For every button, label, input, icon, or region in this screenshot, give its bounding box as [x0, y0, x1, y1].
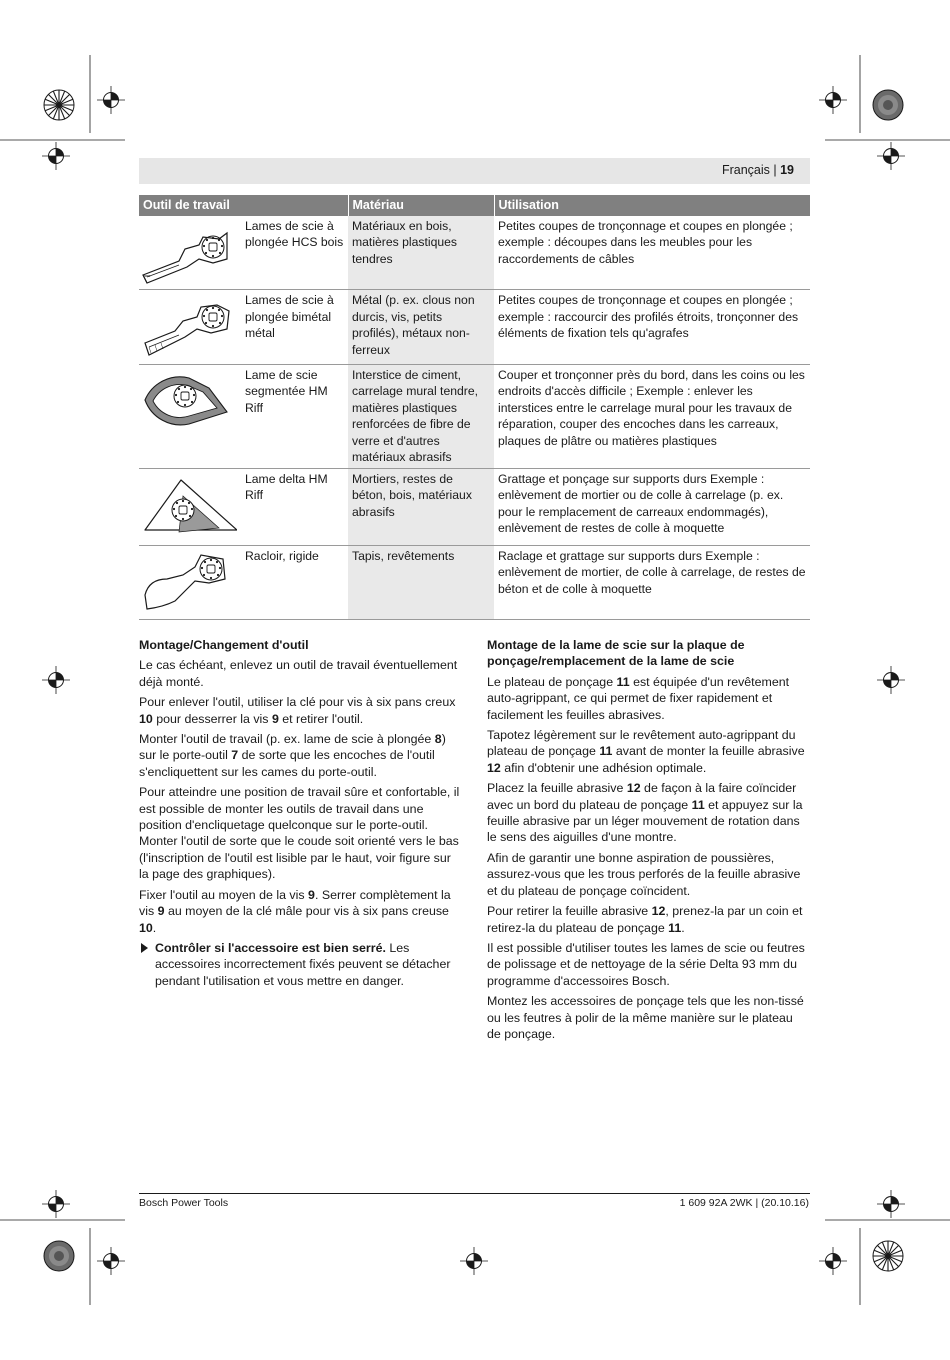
tool-use: Petites coupes de tronçonnage et coupes en plongée ; exemple : découpes dans les meubles pour les raccordements de câbles — [494, 216, 810, 290]
ref-number: 10 — [139, 920, 153, 935]
footer-brand: Bosch Power Tools — [139, 1197, 229, 1209]
ref-number: 11 — [691, 797, 705, 812]
text: est équipée d'un revêtement auto-agrippant, ce qui permet de fixer rapidement et facilement les feuilles abrasives. — [487, 674, 790, 722]
column-header-use: Utilisation — [494, 195, 810, 216]
plunge-saw-blade-bimetal-icon — [139, 293, 237, 359]
ref-number: 11 — [599, 744, 613, 759]
safety-warning — [139, 940, 462, 989]
footer-doc-id: 1 609 92A 2WK | (20.10.16) — [679, 1197, 809, 1209]
tool-image-cell — [139, 364, 241, 468]
triangle-bullet-icon — [141, 943, 148, 953]
text: Le plateau de ponçage — [487, 674, 617, 689]
tools-table — [139, 195, 810, 620]
tool-image-cell — [139, 290, 241, 365]
tool-name: Lame delta HM Riff — [241, 468, 348, 545]
text: et retirer l'outil. — [278, 711, 364, 726]
page-number: 19 — [780, 163, 794, 177]
segment-saw-blade-hm-riff-icon — [139, 368, 237, 434]
tool-material: Tapis, revêtements — [348, 545, 494, 620]
text: Monter l'outil de travail (p. ex. lame de scie à plongée — [139, 732, 435, 747]
text: Tapotez légèrement sur le revêtement auto-agrippant du plateau de ponçage — [487, 728, 796, 759]
paragraph: Il est possible d'utiliser toutes les lames de scie ou feutres de polissage et de nettoyage de la série Delta 93 mm du programme d'accessoires Bosch. — [487, 940, 805, 988]
text: . Serrer complètement la vis — [139, 887, 451, 919]
paragraph — [487, 903, 810, 936]
table-row — [139, 545, 810, 620]
page-header — [139, 158, 810, 184]
tool-image-cell — [139, 468, 241, 545]
text: . — [152, 920, 157, 935]
paragraph: Afin de garantir une bonne aspiration de poussières, assurez-vous que les trous perforés de la feuille abrasive et du plateau de ponçage coïncident. — [487, 850, 801, 898]
ref-number: 11 — [668, 920, 682, 935]
text: Placez la feuille abrasive — [487, 781, 627, 796]
paragraph: Le cas échéant, enlevez un outil de travail éventuellement déjà monté. — [139, 658, 458, 689]
tool-image-cell — [139, 545, 241, 620]
text: , prenez-la par un coin et retirez-la du plateau de ponçage — [487, 904, 803, 935]
paragraph: Montez les accessoires de ponçage tels que les non-tissé ou les feutres à polir de la même manière sur le plateau de ponçage. — [487, 994, 804, 1041]
tool-material: Interstice de ciment, carrelage mural tendre, matières plastiques renforcées de fibre de verre et d'autres matériaux abrasifs — [348, 364, 494, 468]
rigid-scraper-icon — [139, 549, 237, 615]
paragraph — [487, 674, 810, 723]
tool-use: Grattage et ponçage sur supports durs Exemple : enlèvement de mortier ou de colle à carrelage (p. ex. pour le remplacement de carreaux endommagés), enlèvement de restes de colle à moquette — [494, 468, 810, 545]
tool-use: Petites coupes de tronçonnage et coupes en plongée ; exemple : raccourcir des profilés étroits, tronçonner des éléments de fixation tels qu'agrafes — [494, 290, 810, 365]
footer-rule — [139, 1193, 810, 1194]
paragraph — [487, 727, 810, 776]
plunge-saw-blade-hcs-icon — [139, 219, 237, 285]
text: Pour retirer la feuille abrasive — [487, 904, 652, 919]
text: pour desserrer la vis — [152, 711, 272, 726]
ref-number: 7 — [231, 748, 239, 763]
table-row — [139, 290, 810, 365]
text: de façon à la faire coïncider avec un bord du plateau de ponçage — [487, 781, 797, 812]
ref-number: 12 — [487, 760, 501, 775]
tool-image-cell — [139, 216, 241, 290]
header-separator: | — [773, 163, 777, 177]
tool-use: Couper et tronçonner près du bord, dans les coins ou les endroits d'accès difficile ; Exemple : enlever les interstices entre le carrelage mural pour les travaux de réparation, couper des encoches dans les carreaux, plaques de plâtre ou matières plastiques — [494, 364, 810, 468]
section-heading-tool-change: Montage/Changement d'outil — [139, 638, 309, 652]
ref-number: 12 — [651, 904, 666, 919]
left-column — [139, 637, 462, 993]
page-header-language — [722, 163, 794, 177]
paragraph — [139, 731, 462, 780]
tool-material: Métal (p. ex. clous non durcis, vis, petits profilés), métaux non-ferreux — [348, 290, 494, 365]
ref-number: 9 — [271, 711, 279, 726]
paragraph — [139, 887, 462, 936]
tool-name: Lame de scie segmentée HM Riff — [241, 364, 348, 468]
warning-text: Les accessoires incorrectement fixés peuvent se détacher pendant l'utilisation et vous mettre en danger. — [155, 940, 451, 988]
text: de sorte que les encoches de l'outil s'encliquettent sur les cames du porte-outil. — [139, 748, 435, 779]
table-row — [139, 468, 810, 545]
tool-name: Racloir, rigide — [241, 545, 348, 620]
table-row — [139, 216, 810, 290]
column-header-tool: Outil de travail — [139, 195, 348, 216]
tool-material: Matériaux en bois, matières plastiques tendres — [348, 216, 494, 290]
text: et appuyez sur la feuille abrasive par un léger mouvement de rotation dans le sens des aiguilles d'une montre. — [487, 797, 803, 845]
ref-number: 9 — [157, 904, 165, 919]
text: Fixer l'outil au moyen de la vis — [139, 887, 309, 902]
text: afin d'obtenir une adhésion optimale. — [500, 760, 707, 775]
tool-material: Mortiers, restes de béton, bois, matériaux abrasifs — [348, 468, 494, 545]
text: ) sur le porte-outil — [139, 732, 446, 763]
tool-name: Lames de scie à plongée HCS bois — [241, 216, 348, 290]
ref-number: 11 — [616, 674, 630, 689]
text: Pour enlever l'outil, utiliser la clé pour vis à six pans creux — [139, 695, 456, 710]
paragraph — [139, 694, 462, 727]
column-header-material: Matériau — [348, 195, 494, 216]
table-row — [139, 364, 810, 468]
language-label: Français — [721, 163, 770, 177]
text: . — [681, 920, 685, 935]
text: avant de monter la feuille abrasive — [612, 744, 805, 759]
ref-number: 9 — [308, 887, 315, 902]
tool-use: Raclage et grattage sur supports durs Exemple : enlèvement de mortier, de colle à carrelage, de restes de béton et de colle à moquette — [494, 545, 810, 620]
tool-name: Lames de scie à plongée bimétal métal — [241, 290, 348, 365]
section-heading-sanding-plate: Montage de la lame de scie sur la plaque de ponçage/remplacement de la lame de scie — [487, 638, 745, 669]
table-header-row — [139, 195, 810, 216]
text: au moyen de la clé mâle pour vis à six pans creuse — [164, 904, 449, 919]
ref-number: 10 — [139, 711, 153, 726]
ref-number: 12 — [626, 781, 641, 796]
paragraph — [487, 780, 810, 846]
right-column — [487, 637, 810, 1046]
paragraph: Pour atteindre une position de travail sûre et confortable, il est possible de monter les outils de travail dans une position d'encliquetage quelconque sur le porte-outil. Monter l'outil de sorte que le coude soit orienté vers le bas (l'inscription de l'outil est lisible par le haut, voir figure sur la page des graphiques). — [139, 785, 460, 882]
ref-number: 8 — [434, 732, 442, 747]
delta-blade-hm-riff-icon — [139, 472, 237, 538]
warning-bold: Contrôler si l'accessoire est bien serré. — [155, 940, 386, 955]
